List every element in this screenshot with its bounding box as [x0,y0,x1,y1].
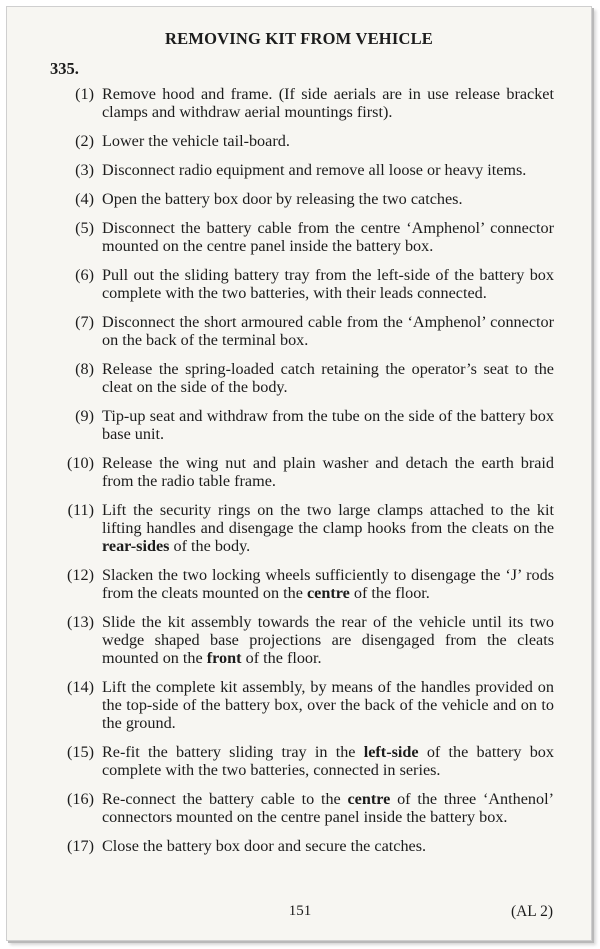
step-number: (15) [67,743,94,761]
step-text-part: of the battery box complete with the two batteries, connected in series. [102,743,554,779]
list-item [7,566,593,602]
step-number: (17) [67,837,94,855]
page-number: 151 [288,903,312,919]
step-number: (7) [75,313,94,331]
step-number: (6) [75,266,94,284]
steps-list [7,85,593,866]
step-text: Open the battery box door by releasing the two catches. [102,190,463,208]
step-text: Pull out the sliding battery tray from the left-side of the battery box complete with the two batteries, with their leads connected. [102,266,554,302]
list-item [7,360,593,396]
step-number: (14) [67,678,94,696]
list-item [7,132,593,150]
list-item [7,190,593,208]
list-item [7,161,593,179]
list-item [7,837,593,855]
emphasis: centre [347,790,391,808]
step-text [102,743,554,779]
emphasis: rear-sides [102,537,170,555]
emphasis: front [206,649,242,667]
step-text: Lift the complete kit assembly, by means of the handles provided on the top-side of the battery box, over the back of the vehicle and on to the ground. [102,678,554,732]
step-text-part: Slacken the two locking wheels sufficiently to disengage the ‘J’ rods from the cleats mounted on the [102,566,554,602]
step-text: Release the spring-loaded catch retaining the operator’s seat to the cleat on the side of the body. [102,360,554,396]
list-item [7,219,593,255]
step-text-part: of the floor. [349,584,430,602]
step-text-part: of the body. [169,537,251,555]
step-text-part: Re-connect the battery cable to the [102,790,348,808]
step-text: Close the battery box door and secure the catches. [102,837,427,855]
document-page [6,6,592,941]
step-text-part: Lift the security rings on the two large clamps attached to the kit lifting handles and disengage the clamp hooks from the cleats on the [102,501,554,537]
step-number: (2) [75,132,94,150]
step-text [102,501,554,555]
step-number: (8) [75,360,94,378]
step-text: Release the wing nut and plain washer and detach the earth braid from the radio table frame. [102,454,554,490]
step-number: (4) [75,190,94,208]
step-number: (11) [67,501,94,519]
step-number: (10) [67,454,94,472]
step-number: (9) [75,407,94,425]
step-text-part: Slide the kit assembly towards the rear of the vehicle until its two wedge shaped base projections are disengaged from the cleats mounted on the [102,613,554,667]
step-number: (1) [75,85,94,103]
step-number: (5) [75,219,94,237]
list-item [7,407,593,443]
list-item [7,743,593,779]
page-title: REMOVING KIT FROM VEHICLE [165,29,433,48]
step-number: (16) [67,790,94,808]
section-number: 335. [50,59,79,78]
step-text: Tip-up seat and withdraw from the tube on the side of the battery box base unit. [102,407,554,443]
emphasis: left-side [363,743,419,761]
list-item [7,313,593,349]
step-number: (3) [75,161,94,179]
step-text: Disconnect the short armoured cable from the ‘Amphenol’ connector on the back of the terminal box. [102,313,554,349]
step-text: Disconnect the battery cable from the centre ‘Amphenol’ connector mounted on the centre panel inside the battery box. [102,219,554,255]
step-text-part: of the three ‘Anthenol’ connectors mounted on the centre panel inside the battery box. [102,790,554,826]
list-item [7,613,593,667]
step-number: (13) [67,613,94,631]
list-item [7,678,593,732]
list-item [7,266,593,302]
step-text-part: Re-fit the battery sliding tray in the [102,743,364,761]
amendment-reference: (AL 2) [510,903,553,920]
emphasis: centre [306,584,350,602]
list-item [7,85,593,121]
step-text [102,566,554,602]
step-text-part: of the floor. [241,649,322,667]
step-text: Remove hood and frame. (If side aerials are in use release bracket clamps and withdraw aerial mountings first). [102,85,554,121]
list-item [7,501,593,555]
step-text [102,613,554,667]
list-item [7,790,593,826]
step-text: Disconnect radio equipment and remove all loose or heavy items. [102,161,527,179]
list-item [7,454,593,490]
step-number: (12) [67,566,94,584]
step-text [102,790,554,826]
step-text: Lower the vehicle tail-board. [102,132,290,150]
